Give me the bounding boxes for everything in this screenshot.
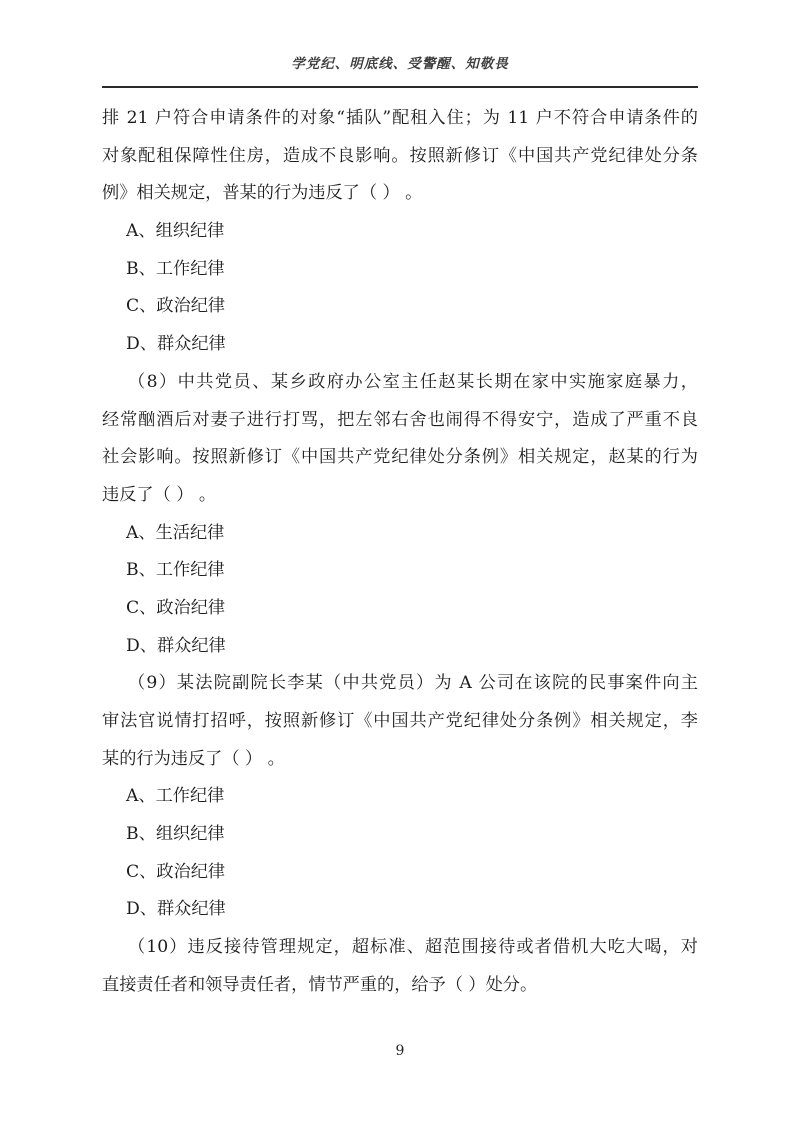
- paragraph: [102, 364, 698, 515]
- option-item: B、工作纪律: [126, 560, 225, 581]
- paragraph-line: 直接责任者和领导责任者，情节严重的，给予（ ）处分。: [102, 974, 538, 995]
- paragraph: [102, 929, 698, 1004]
- paragraph-line: （8）中共党员、某乡政府办公室主任赵某长期在家中实施家庭暴力，: [128, 371, 698, 392]
- option-item: A、工作纪律: [126, 786, 225, 807]
- option-item: C、政治纪律: [126, 296, 226, 317]
- option-item: D、群众纪律: [126, 899, 226, 920]
- header-rule: [102, 86, 698, 88]
- paragraph-line: 排 21 户符合申请条件的对象“插队”配租入住；为 11 户不符合申请条件的: [102, 108, 698, 128]
- paragraph: [102, 665, 698, 778]
- option-item: C、政治纪律: [126, 861, 226, 882]
- option-item: B、工作纪律: [126, 258, 225, 279]
- paragraph-line: 例》相关规定，普某的行为违反了（ ） 。: [102, 183, 423, 204]
- paragraph-line: 经常酗酒后对妻子进行打骂，把左邻右舍也闹得不得安宁，造成了严重不良: [102, 409, 698, 430]
- paragraph-line: 某的行为违反了（ ） 。: [102, 748, 285, 769]
- paragraph: [102, 100, 698, 213]
- page-number: 9: [395, 1043, 405, 1059]
- option-item: D、群众纪律: [126, 334, 226, 355]
- paragraph-line: （10）违反接待管理规定，超标准、超范围接待或者借机大吃大喝，对: [128, 937, 698, 958]
- option-item: B、组织纪律: [126, 824, 225, 845]
- paragraph-line: 审法官说情打招呼，按照新修订《中国共产党纪律处分条例》相关规定，李: [102, 711, 698, 731]
- option-item: D、群众纪律: [126, 635, 226, 656]
- option-item: A、生活纪律: [126, 522, 225, 543]
- document-body: [102, 100, 698, 1005]
- page-header-title: 学党纪、明底线、受警醒、知敬畏: [291, 56, 509, 72]
- paragraph-line: （9）某法院副院长李某（中共党员）为 A 公司在该院的民事案件向主: [128, 673, 698, 694]
- option-item: A、组织纪律: [126, 221, 225, 242]
- paragraph-line: 社会影响。按照新修订《中国共产党纪律处分条例》相关规定，赵某的行为: [102, 447, 698, 468]
- option-item: C、政治纪律: [126, 597, 226, 618]
- paragraph-line: 对象配租保障性住房，造成不良影响。按照新修订《中国共产党纪律处分条: [102, 145, 698, 166]
- paragraph-line: 违反了（ ） 。: [102, 484, 217, 505]
